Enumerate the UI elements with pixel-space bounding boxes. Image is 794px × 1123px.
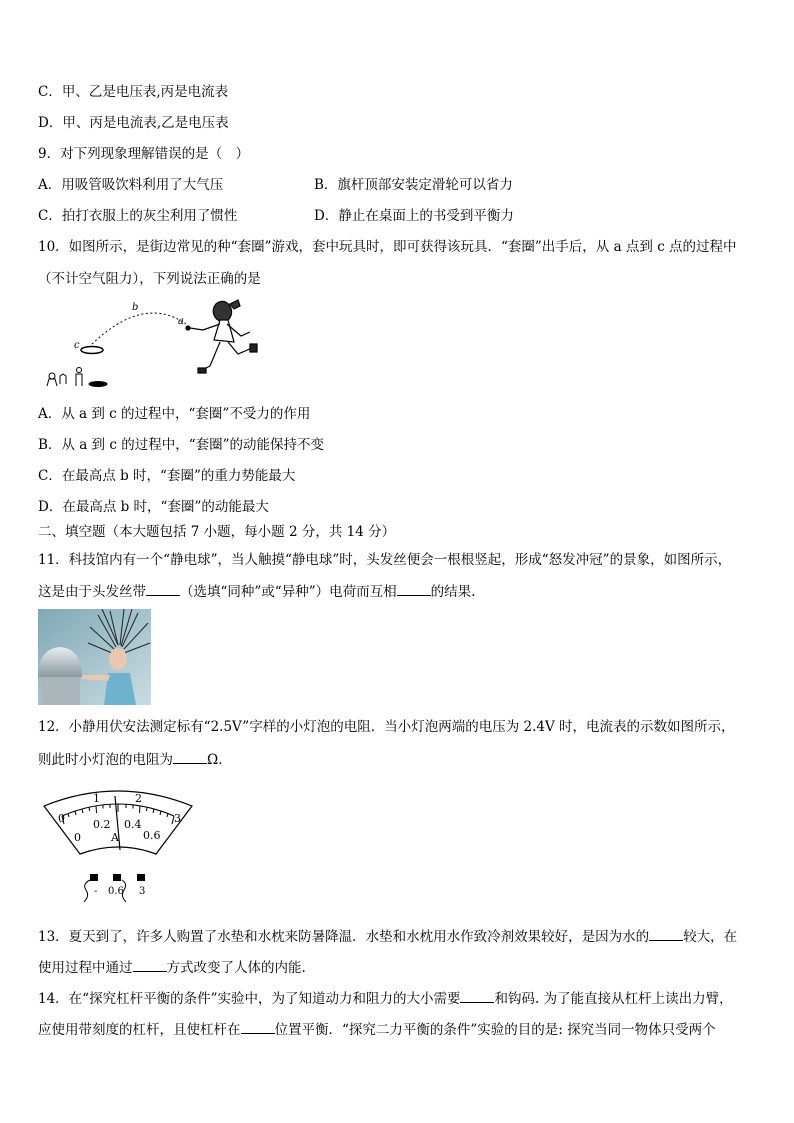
q9-option-d: D．静止在桌面上的书受到平衡力	[314, 208, 514, 224]
bottom-scale-0: 0	[74, 831, 81, 844]
ammeter-figure	[38, 784, 198, 902]
q14-line2	[38, 1020, 716, 1039]
q14-blank-1[interactable]	[460, 989, 494, 1003]
q10-option-c: C．在最高点 b 时，“套圈”的重力势能最大	[38, 468, 296, 484]
girl-figure	[186, 300, 257, 373]
bottom-scale-0-4: 0.4	[124, 818, 142, 831]
q12-text-b: Ω．	[207, 752, 232, 768]
q10-option-d: D．在最高点 b 时，“套圈”的动能最大	[38, 499, 269, 515]
top-scale-1: 1	[93, 792, 100, 805]
q13-blank-2[interactable]	[133, 958, 167, 972]
q14-text-a: 14．在“探究杠杆平衡的条件”实验中，为了知道动力和阻力的大小需要	[38, 991, 461, 1007]
q13-line2	[38, 958, 306, 977]
q13-text-a: 13．夏天到了，许多人购置了水垫和水枕来防暑降温．水垫和水枕用水作致冷剂效果较好，是因为水的	[38, 929, 650, 945]
terminal-0-6	[113, 874, 121, 881]
point-b-label: b	[132, 302, 139, 313]
q8-option-d: D．甲、丙是电流表,乙是电压表	[38, 115, 229, 131]
toys-icon	[47, 368, 107, 387]
top-scale-0: 0	[58, 812, 65, 825]
face-shape	[109, 648, 127, 670]
section-heading: 二、填空题（本大题包括 7 小题，每小题 2 分，共 14 分）	[38, 524, 396, 540]
q11-text-a: 这是由于头发丝带	[38, 584, 146, 600]
q14-text-d: 位置平衡．“探究二力平衡的条件”实验的目的是: 探究当同一物体只受两个	[274, 1022, 716, 1038]
q14-blank-2[interactable]	[241, 1020, 275, 1034]
q13-text-b: 较大，在	[683, 929, 738, 945]
point-c-label: c	[74, 340, 80, 351]
q10-stem-line2: （不计空气阻力），下列说法正确的是	[38, 271, 261, 287]
q13-text-d: 方式改变了人体的内能.	[166, 960, 306, 976]
point-a-label: a	[178, 316, 184, 327]
q11-blank-1[interactable]	[146, 582, 180, 596]
trajectory-path	[90, 313, 186, 346]
q11-line1: 11．科技馆内有一个“静电球”，当人触摸“静电球”时，头发丝便会一根根竖起，形成“怒发冲冠”的景象，如图所示，	[38, 552, 732, 568]
ring-toss-figure	[38, 296, 268, 392]
q10-option-b: B．从 a 到 c 的过程中，“套圈”的动能保持不变	[38, 437, 324, 453]
q8-option-c: C．甲、乙是电压表,丙是电流表	[38, 84, 229, 100]
q9-option-a: A．用吸管吸饮料利用了大气压	[38, 177, 224, 193]
q12-blank-1[interactable]	[173, 750, 207, 764]
q10-option-a: A．从 a 到 c 的过程中，“套圈”不受力的作用	[38, 406, 311, 422]
ring-toss-illustration	[38, 296, 268, 392]
q12-line2	[38, 750, 232, 769]
q12-line1: 12．小静用伏安法测定标有“2.5V”字样的小灯泡的电阻．当小灯泡两端的电压为 2.4V 时，电流表的示数如图所示，	[38, 719, 735, 735]
top-scale-3: 3	[174, 812, 181, 825]
terminal-label-0-6: 0.6	[108, 886, 124, 897]
q14-text-b: 和钩码. 为了能直接从杠杆上读出力臂，	[494, 991, 733, 1007]
terminal-3	[137, 874, 145, 881]
q11-line2	[38, 582, 475, 601]
q13-line1	[38, 927, 737, 946]
wire-left	[84, 880, 90, 902]
static-ball-photo-image	[38, 609, 151, 705]
unit-label: A	[111, 831, 119, 844]
ammeter-dial	[38, 784, 198, 902]
q11-text-c: 的结果.	[430, 584, 476, 600]
q13-blank-1[interactable]	[649, 927, 683, 941]
q14-line1	[38, 989, 733, 1008]
q14-text-c: 应使用带刻度的杠杆，且使杠杆在	[38, 1022, 241, 1038]
q11-text-b: （选填“同种”或“异种”）电荷而互相	[180, 584, 397, 600]
q9-stem: 9．对下列现象理解错误的是（ ）	[38, 146, 250, 162]
terminal-label-3: 3	[139, 886, 146, 897]
q9-option-c: C．拍打衣服上的灰尘利用了惯性	[38, 208, 238, 224]
q13-text-c: 使用过程中通过	[38, 960, 133, 976]
bottom-scale-0-2: 0.2	[93, 818, 111, 831]
static-ball-photo	[38, 609, 151, 705]
q10-stem-line1: 10．如图所示，是街边常见的种“套圈”游戏，套中玩具时，即可获得该玩具．“套圈”出手后，从 a 点到 c 点的过程中	[38, 239, 737, 255]
q11-blank-2[interactable]	[397, 582, 431, 596]
terminal-minus	[90, 874, 98, 881]
q12-text-a: 则此时小灯泡的电阻为	[38, 752, 173, 768]
terminal-label-minus: -	[94, 886, 98, 897]
top-scale-2: 2	[135, 792, 142, 805]
bottom-scale-0-6: 0.6	[143, 829, 161, 842]
ring-shape	[81, 347, 103, 354]
q9-option-b: B．旗杆顶部安装定滑轮可以省力	[314, 177, 513, 193]
